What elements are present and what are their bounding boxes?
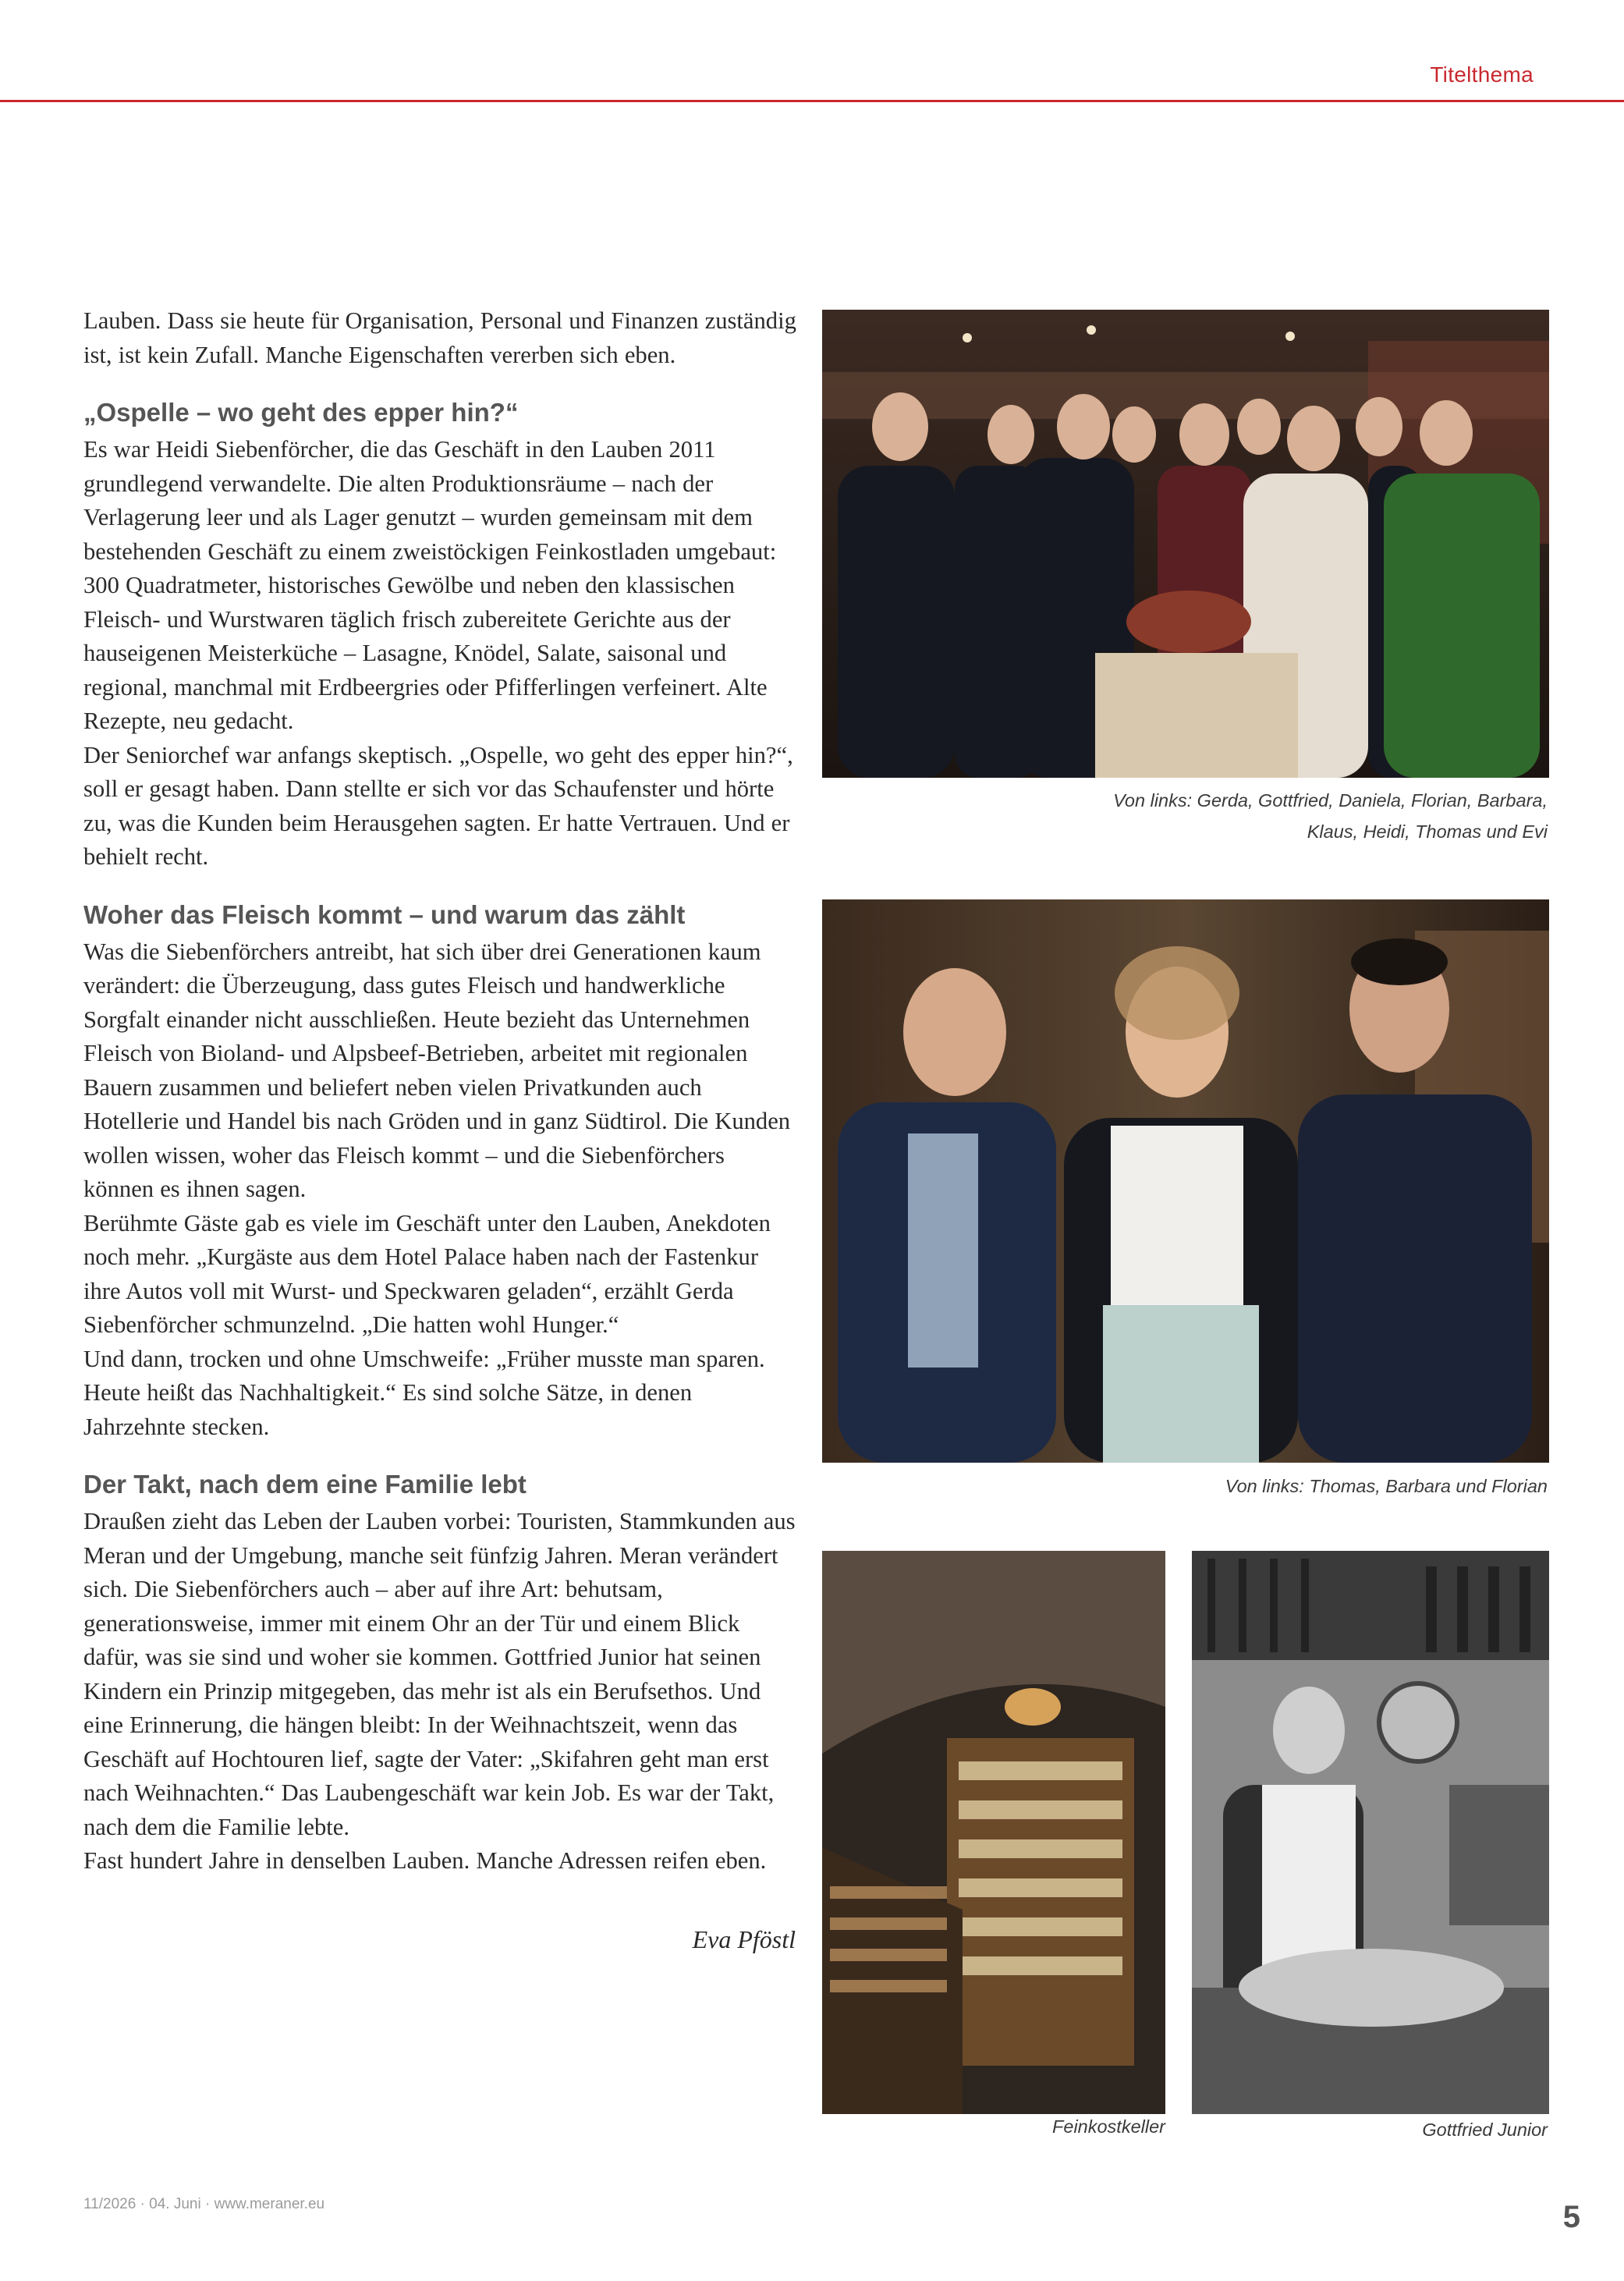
paragraph: Was die Siebenförchers antreibt, hat sich über drei Generationen kaum verändert: die Überzeugung, dass gutes Fleisch und handwerkliche Sorgfalt einander nicht ausschließen. Heute bezieht das Unternehmen Fleisch von Bioland- und Alpsbeef-Betrieben, arbeitet mit regionalen Bauern zusammen und beliefert neben vielen Privatkunden auch Hotellerie und Handel bis nach Gröden und in ganz Südtirol. Die Kunden wollen wissen, woher das Fleisch kommt – und die Siebenförchers können es ihnen sagen. bbox=[83, 938, 791, 1202]
caption-line: Von links: Gerda, Gottfried, Daniela, Florian, Barbara, bbox=[1113, 790, 1548, 811]
section-heading-takt: Der Takt, nach dem eine Familie lebt bbox=[83, 1470, 527, 1499]
caption-line: Von links: Thomas, Barbara und Florian bbox=[1225, 1476, 1548, 1496]
group-photo bbox=[822, 310, 1549, 778]
intro-paragraph: Lauben. Dass sie heute für Organisation, Personal und Finanzen zuständig ist, ist kein Zufall. Manche Eigenschaften vererben sich eben. bbox=[83, 307, 796, 368]
paragraph: Und dann, trocken und ohne Umschweife: „Früher musste man sparen. Heute heißt das Nachhaltigkeit.“ Es sind solche Sätze, in denen Jahrzehnte stecken. bbox=[83, 1345, 765, 1440]
article-body bbox=[83, 304, 798, 1954]
caption-line: Gottfried Junior bbox=[1422, 2120, 1548, 2140]
paragraph: Fast hundert Jahre in denselben Lauben. Manche Adressen reifen eben. bbox=[83, 1847, 767, 1874]
paragraph: Der Seniorchef war anfangs skeptisch. „Ospelle, wo geht des epper hin?“, soll er gesagt haben. Dann stellte er sich vor das Schaufenster und hörte zu, was die Kunden beim Herausgehen sagten. Er hatte Vertrauen. Und er behielt recht. bbox=[83, 741, 793, 870]
cellar-photo-caption bbox=[822, 2111, 1165, 2142]
trio-photo bbox=[822, 899, 1549, 1463]
section-heading-ospelle: „Ospelle – wo geht des epper hin?“ bbox=[83, 398, 519, 427]
paragraph: Berühmte Gäste gab es viele im Geschäft unter den Lauben, Anekdoten noch mehr. „Kurgäste aus dem Hotel Palace haben nach der Fastenkur ihre Autos voll mit Wurst- und Speckwaren geladen“, erzählt Gerda Siebenförcher schmunzelnd. „Die hatten wohl Hunger.“ bbox=[83, 1209, 771, 1338]
caption-line: Klaus, Heidi, Thomas und Evi bbox=[1307, 821, 1548, 842]
paragraph: Es war Heidi Siebenförcher, die das Geschäft in den Lauben 2011 grundlegend verwandelte. Die alten Produktionsräume – nach der Verlagerung leer und als Lager genutzt – wurden gemeinsam mit dem bestehenden Geschäft zu einem zweistöckigen Feinkostladen umgebaut: 300 Quadratmeter, historisches Gewölbe und neben den klassischen Fleisch- und Wurstwaren täglich frisch zubereitete Gerichte aus der hauseigenen Meisterküche – Lasagne, Knödel, Salate, saisonal und regional, manchmal mit Erdbeergries oder Pfifferlingen verfeinert. Alte Rezepte, neu gedacht. bbox=[83, 436, 777, 734]
group-photo-caption bbox=[822, 785, 1548, 847]
junior-photo bbox=[1192, 1551, 1549, 2114]
caption-line: Feinkostkeller bbox=[1052, 2116, 1165, 2137]
issue-info: 11/2026 · 04. Juni · www.meraner.eu bbox=[83, 2196, 325, 2212]
paragraph: Draußen zieht das Leben der Lauben vorbei: Touristen, Stammkunden aus Meran und der Umgebung, manche seit fünfzig Jahren. Meran verändert sich. Die Siebenförchers auch – aber auf ihre Art: behutsam, generationsweise, immer mit einem Ohr an der Tür und einem Blick dafür, was sie sind und woher sie kommen. Gottfried Junior hat seinen Kindern ein Prinzip mitgegeben, das mehr ist als ein Berufsethos. Und eine Erinnerung, die hängen bleibt: In der Weihnachtszeit, wenn das Geschäft auf Hochtouren lief, sagte der Vater: „Skifahren geht man erst nach Weihnachten.“ Das Laubengeschäft war kein Job. Es war der Takt, nach dem die Familie lebte. bbox=[83, 1508, 796, 1840]
section-heading-fleisch: Woher das Fleisch kommt – und warum das zählt bbox=[83, 899, 686, 929]
page-number: 5 bbox=[1562, 2200, 1580, 2234]
section-label: Titelthema bbox=[1430, 62, 1534, 87]
header-rule bbox=[0, 100, 1624, 102]
junior-photo-caption bbox=[1192, 2114, 1548, 2145]
cellar-photo bbox=[822, 1551, 1165, 2114]
trio-photo-caption bbox=[822, 1470, 1548, 1502]
author-byline: Eva Pföstl bbox=[692, 1924, 796, 1953]
